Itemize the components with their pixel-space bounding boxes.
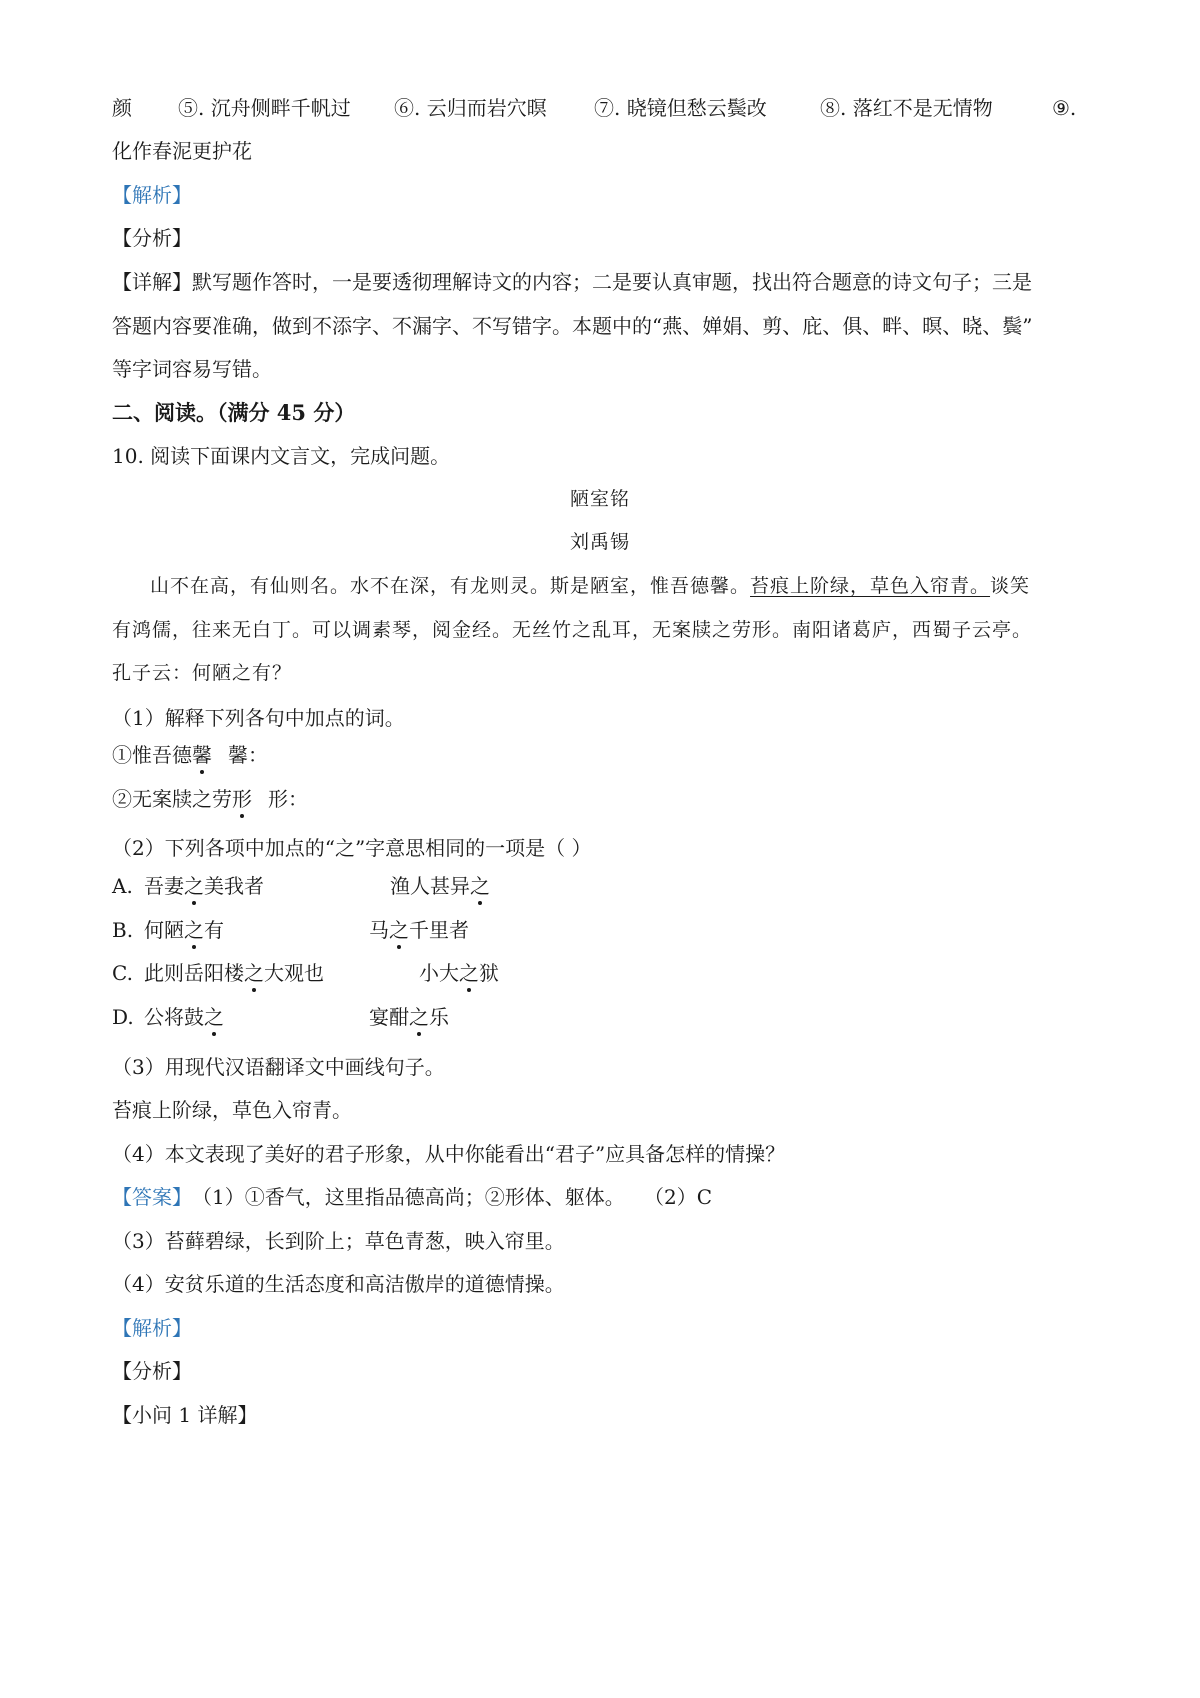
- section-title: 二、阅读。（满分 45 分）: [112, 400, 356, 425]
- answer-char: 颜: [112, 96, 132, 120]
- analysis-tag: 【解析】: [112, 183, 192, 207]
- poem-line-1: [150, 577, 1030, 596]
- option-b-text: 有: [204, 918, 224, 942]
- q1-i1-pre: ①惟吾德: [112, 743, 192, 767]
- dotted-char: 之: [244, 961, 264, 985]
- fenxi-tag: 【分析】: [112, 226, 192, 250]
- answer-5: ⑤. 沉舟侧畔千帆过: [178, 96, 351, 120]
- q1-label: （1）解释下列各句中加点的词。: [112, 706, 405, 730]
- poem-line-1b: 谈笑: [990, 575, 1031, 597]
- option-letter: D.: [112, 1005, 134, 1029]
- option-a-text: 渔人甚异: [390, 874, 470, 898]
- option-b-text: 马: [369, 918, 389, 942]
- answer-8: ⑧. 落红不是无情物: [820, 96, 993, 120]
- answer-line-1: [112, 98, 1076, 118]
- option-letter: C.: [112, 961, 133, 985]
- detail-line-2: 答题内容要准确，做到不添字、不漏字、不写错字。本题中的“燕、婵娟、剪、庇、俱、畔、暝、晓、鬓”: [112, 314, 1033, 338]
- fenxi-tag-2: 【分析】: [112, 1359, 192, 1383]
- option-a-text: 吾妻: [144, 874, 184, 898]
- sub-question-1-tag: 【小问 1 详解】: [112, 1403, 258, 1427]
- dotted-char: 馨: [192, 743, 212, 767]
- poem-line-2: 有鸿儒，往来无白丁。可以调素琴，阅金经。无丝竹之乱耳，无案牍之劳形。南阳诸葛庐，西蜀子云亭。: [112, 619, 1033, 641]
- dotted-char: 形: [232, 787, 252, 811]
- q2-option-a: [112, 876, 490, 896]
- analysis-tag-2: 【解析】: [112, 1316, 192, 1340]
- answer-1: （1）①香气，这里指品德高尚；②形体、躯体。: [192, 1185, 625, 1209]
- q2-label: （2）下列各项中加点的“之”字意思相同的一项是（ ）: [112, 836, 592, 860]
- option-c-text: 小大: [419, 961, 459, 985]
- poem-title: 陋室铭: [569, 488, 630, 510]
- option-b-text: 何陋: [144, 918, 184, 942]
- dotted-char: 之: [470, 874, 490, 898]
- answer-4: （4）安贫乐道的生活态度和高洁傲岸的道德情操。: [112, 1272, 565, 1296]
- option-b-text: 千里者: [409, 918, 469, 942]
- q1-i2-post: 形：: [268, 787, 308, 811]
- dotted-char: 之: [459, 961, 479, 985]
- dotted-char: 之: [389, 918, 409, 942]
- option-c-text: 大观也: [264, 961, 324, 985]
- q3-sentence: 苔痕上阶绿，草色入帘青。: [112, 1098, 352, 1122]
- poem-line-3: 孔子云：何陋之有？: [112, 662, 293, 684]
- answer-tag: 【答案】: [112, 1185, 192, 1209]
- q4-label: （4）本文表现了美好的君子形象，从中你能看出“君子”应具备怎样的情操？: [112, 1142, 786, 1166]
- detail-line-3: 等字词容易写错。: [112, 357, 272, 381]
- option-c-text: 狱: [479, 961, 499, 985]
- q2-option-d: [112, 1007, 449, 1027]
- q1-i1-post: 馨：: [228, 743, 268, 767]
- answer-6: ⑥. 云归而岩穴暝: [394, 96, 547, 120]
- answer-row-1: [112, 1187, 712, 1207]
- option-a-text: 美我者: [204, 874, 264, 898]
- q2-option-b: [112, 920, 469, 940]
- dotted-char: 之: [184, 874, 204, 898]
- q1-item-1: [112, 745, 268, 765]
- poem-underlined-sentence: 苔痕上阶绿，草色入帘青。: [750, 575, 991, 597]
- option-d-text: 乐: [429, 1005, 449, 1029]
- q1-i2-pre: ②无案牍之劳: [112, 787, 232, 811]
- answer-2: （2）C: [644, 1185, 713, 1209]
- poem-line-1a: 山不在高，有仙则名。水不在深，有龙则灵。斯是陋室，惟吾德馨。: [150, 575, 751, 597]
- dotted-char: 之: [409, 1005, 429, 1029]
- q10-intro: 10. 阅读下面课内文言文，完成问题。: [112, 444, 451, 468]
- detail-line-1: 【详解】默写题作答时，一是要透彻理解诗文的内容；二是要认真审题，找出符合题意的诗文句子；三是: [112, 270, 1032, 294]
- option-letter: A.: [112, 874, 133, 898]
- option-d-text: 公将鼓: [144, 1005, 204, 1029]
- answer-3: （3）苔藓碧绿，长到阶上；草色青葱，映入帘里。: [112, 1229, 565, 1253]
- dotted-char: 之: [204, 1005, 224, 1029]
- q2-option-c: [112, 963, 499, 983]
- answer-line-2: 化作春泥更护花: [112, 139, 252, 163]
- answer-9-num: ⑨.: [1052, 96, 1077, 120]
- option-d-text: 宴酣: [369, 1005, 409, 1029]
- q3-label: （3）用现代汉语翻译文中画线句子。: [112, 1055, 445, 1079]
- option-letter: B.: [112, 918, 134, 942]
- dotted-char: 之: [184, 918, 204, 942]
- answer-7: ⑦. 晓镜但愁云鬓改: [594, 96, 767, 120]
- poem-author: 刘禹锡: [569, 531, 630, 553]
- q1-item-2: [112, 789, 308, 809]
- option-c-text: 此则岳阳楼: [144, 961, 244, 985]
